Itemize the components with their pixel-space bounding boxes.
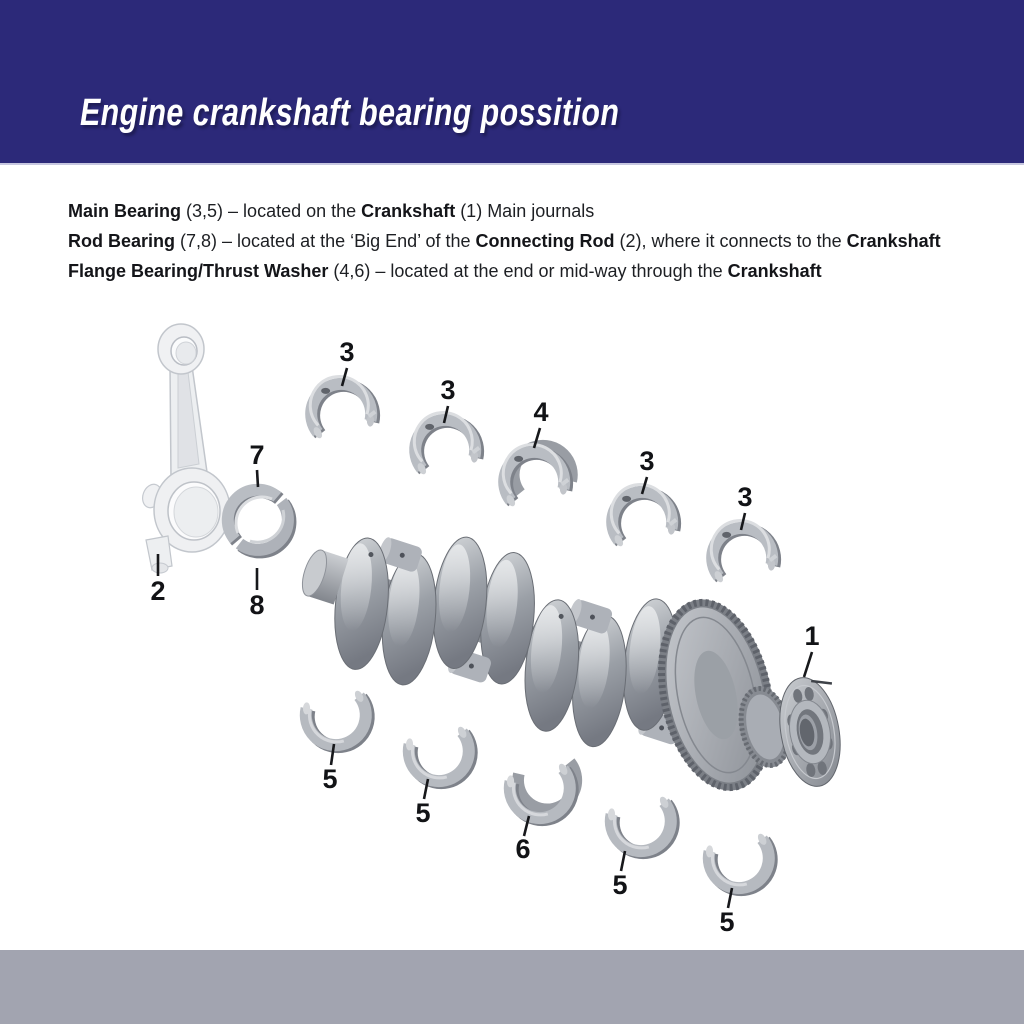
main-bearing-shell-lower-3: [605, 795, 679, 860]
main-bearing-shell-upper-3: [603, 477, 681, 548]
part-name-bold: Rod Bearing: [68, 231, 176, 251]
callout-8: [249, 568, 264, 620]
main-bearing-shell-lower-4: [703, 832, 777, 897]
svg-text:2: 2: [150, 576, 166, 606]
description-text: (2), where it connects to the: [614, 231, 847, 251]
part-name-bold: Connecting Rod: [475, 231, 615, 251]
svg-text:5: 5: [719, 907, 735, 937]
part-name-bold: Flange Bearing/Thrust Washer: [68, 261, 329, 281]
callout-5-third: [612, 851, 627, 900]
page-title: Engine crankshaft bearing possition: [80, 92, 620, 134]
svg-text:3: 3: [639, 446, 655, 476]
description-text: (4,6) – located at the end or mid-way through the: [328, 261, 728, 281]
part-name-bold: Crankshaft: [846, 231, 941, 251]
svg-text:7: 7: [249, 440, 265, 470]
main-bearing-shell-upper-1: [302, 369, 380, 440]
svg-text:3: 3: [737, 482, 753, 512]
svg-text:3: 3: [339, 337, 355, 367]
footer-band: [0, 950, 1024, 1024]
crankshaft-flange: [772, 673, 849, 792]
part-name-bold: Crankshaft: [727, 261, 822, 281]
svg-text:5: 5: [322, 764, 338, 794]
callout-6: [515, 816, 530, 864]
svg-text:4: 4: [533, 397, 549, 427]
main-bearing-shell-lower-1: [300, 689, 374, 754]
description-text: (3,5) – located on the: [181, 201, 362, 221]
description-text: (1) Main journals: [455, 201, 595, 221]
thrust-bearing-shell-lower: [504, 760, 584, 826]
main-bearing-shell-lower-2: [403, 725, 477, 790]
thrust-bearing-shell-upper: [495, 436, 577, 508]
callout-5-fourth: [719, 888, 734, 937]
svg-text:5: 5: [612, 870, 628, 900]
part-name-bold: Main Bearing: [68, 201, 182, 221]
svg-text:5: 5: [415, 798, 431, 828]
rod-bearing-shell-lower-8: [240, 502, 290, 552]
svg-text:8: 8: [249, 590, 265, 620]
callout-7: [249, 440, 264, 487]
callout-1: [804, 621, 820, 677]
description-text: (7,8) – located at the ‘Big End’ of the: [175, 231, 476, 251]
rod-bearing-shell-upper-7: [228, 490, 280, 542]
part-name-bold: Crankshaft: [361, 201, 456, 221]
svg-text:3: 3: [440, 375, 456, 405]
svg-text:1: 1: [804, 621, 820, 651]
svg-text:6: 6: [515, 834, 531, 864]
connecting-rod-illustration: [139, 324, 230, 573]
